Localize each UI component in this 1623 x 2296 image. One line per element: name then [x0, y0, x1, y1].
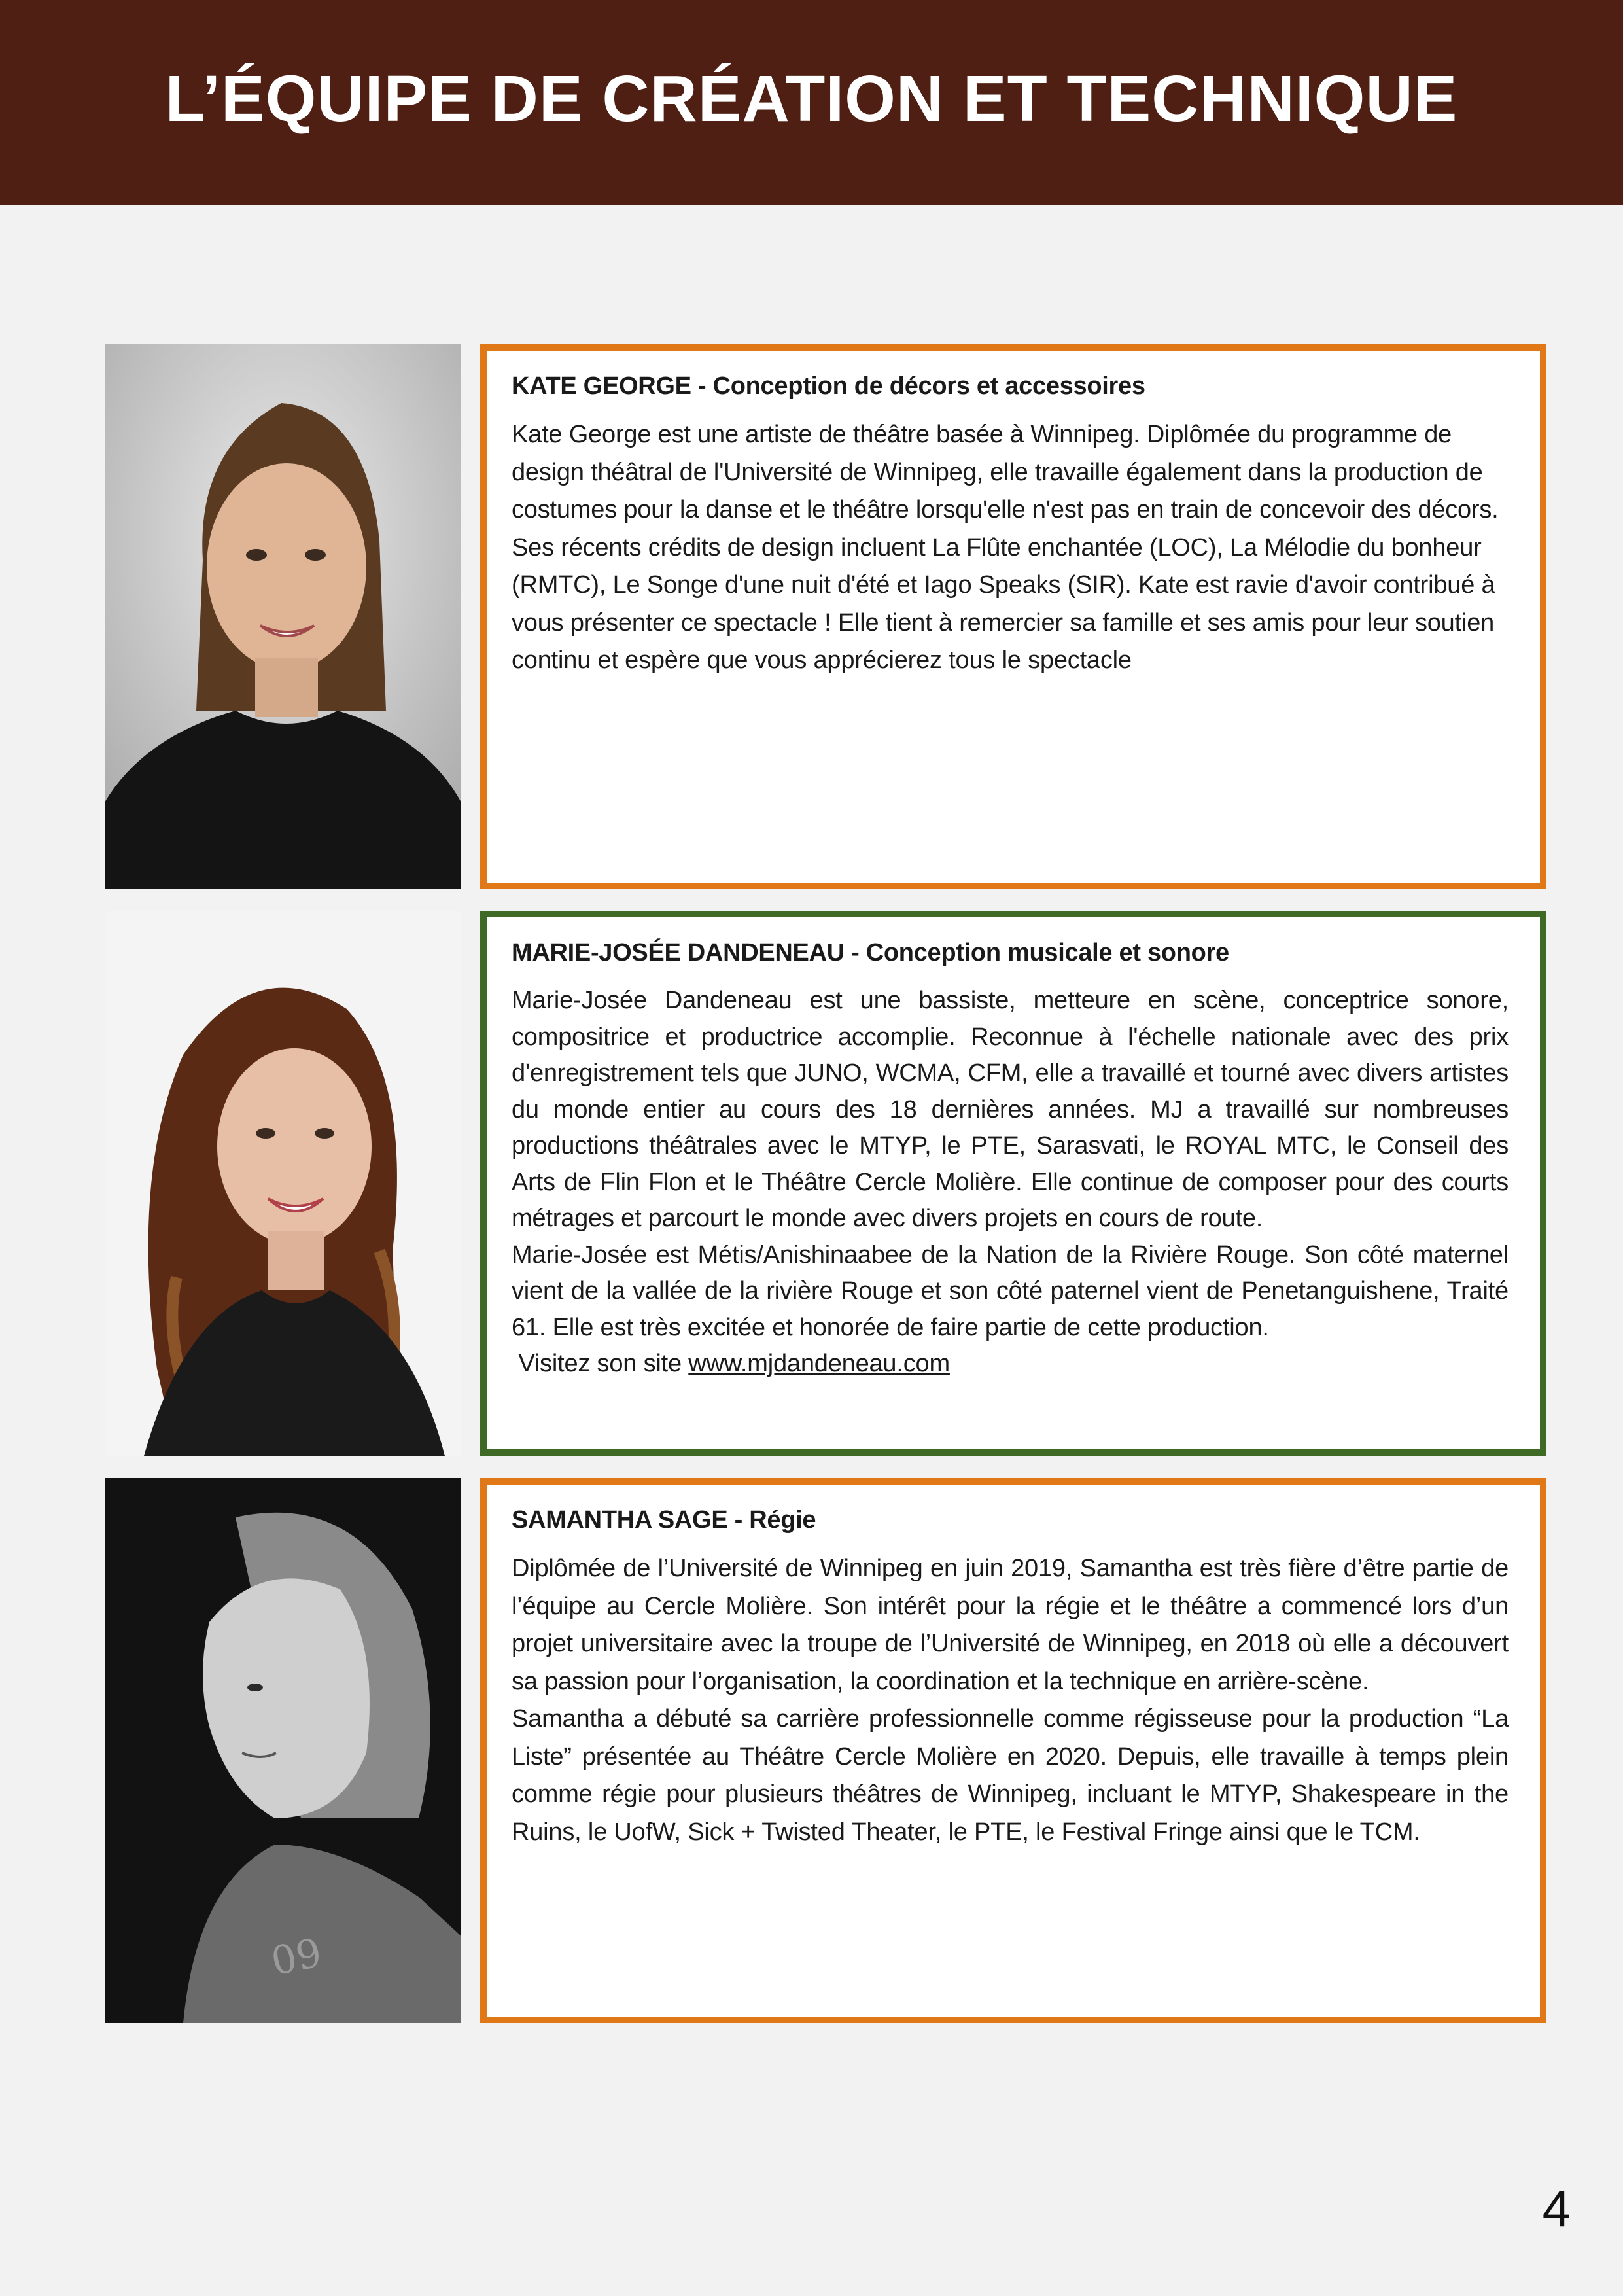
samantha-sage-photo	[105, 1478, 461, 2023]
member-bio-continued: Samantha a débuté sa carrière professionnelle comme régisseuse pour la production “La Liste” présentée au Théâtre Cercle Molière en 2020. Depuis, elle travaille à temps plein comme régie pour plusieurs théâtres de Winnipeg, incluant le MTYP, Shakespeare in the Ruins, le UofW, Sick + Twisted Theater, le PTE, le Festival Fringe ainsi que le TCM.	[512, 1705, 1509, 1846]
website-link[interactable]: www.mjdandeneau.com	[688, 1350, 950, 1377]
member-name: SAMANTHA SAGE	[512, 1506, 728, 1534]
member-heading: KATE GEORGE - Conception de décors et accessoires	[512, 372, 1145, 400]
visit-label: Visitez son site	[518, 1350, 682, 1377]
svg-text:09: 09	[267, 1930, 326, 1985]
member-bio-continued: Marie-Josée est Métis/Anishinaabee de la Nation de la Rivière Rouge. Son côté maternel vient de la vallée de la rivière Rouge et son côté paternel vient de Penetanguishene, Traité 61. Elle est très excitée et honorée de faire partie de cette production.	[512, 1241, 1509, 1341]
member-role: Conception musicale et sonore	[865, 939, 1229, 966]
member-name: KATE GEORGE	[512, 372, 691, 400]
marie-josee-dandeneau-photo	[105, 911, 461, 1456]
member-heading: MARIE-JOSÉE DANDENEAU - Conception musicale et sonore	[512, 939, 1229, 966]
page-header	[0, 0, 1623, 205]
member-name: MARIE-JOSÉE DANDENEAU	[512, 939, 845, 966]
member-role: Régie	[749, 1506, 816, 1534]
kate-george-card	[480, 344, 1546, 889]
page-number: 4	[1542, 2180, 1571, 2237]
member-website-line	[512, 1346, 1509, 1383]
member-heading: SAMANTHA SAGE - Régie	[512, 1506, 816, 1534]
member-bio: Kate George est une artiste de théâtre basée à Winnipeg. Diplômée du programme de design théâtral de l'Université de Winnipeg, elle travaille également dans la production de costumes pour la danse et le théâtre lorsqu'elle n'est pas en train de concevoir des décors. Ses récents crédits de design incluent La Flûte enchantée (LOC), La Mélodie du bonheur (RMTC), Le Songe d'une nuit d'été et Iago Speaks (SIR). Kate est ravie d'avoir contribué à vous présenter ce spectacle ! Elle tient à remercier sa famille et ses amis pour leur soutien continu et espère que vous apprécierez tous le spectacle	[512, 421, 1499, 674]
marie-josee-dandeneau-card	[480, 911, 1546, 1456]
kate-george-photo	[105, 344, 461, 889]
page-title: L’ÉQUIPE DE CRÉATION ET TECHNIQUE	[165, 62, 1458, 135]
member-role: Conception de décors et accessoires	[712, 372, 1145, 400]
member-bio: Diplômée de l’Université de Winnipeg en juin 2019, Samantha est très fière d’être partie de l’équipe au Cercle Molière. Son intérêt pour la régie et le théâtre a commencé lors d’un projet universitaire avec la troupe de l’Université de Winnipeg, en 2018 où elle a découvert sa passion pour l’organisation, la coordination et la technique en arrière-scène.	[512, 1555, 1509, 1695]
member-bio: Marie-Josée Dandeneau est une bassiste, metteure en scène, conceptrice sonore, compositrice et productrice accomplie. Reconnue à l'échelle nationale avec des prix d'enregistrement tels que JUNO, WCMA, CFM, elle a travaillé et tourné avec divers artistes du monde entier au cours des 18 dernières années. MJ a travaillé sur nombreuses productions théâtrales avec le MTYP, le PTE, Sarasvati, le ROYAL MTC, le Conseil des Arts de Flin Flon et le Théâtre Cercle Molière. Elle continue de composer pour des courts métrages et parcourt le monde avec divers projets en cours de route.	[512, 987, 1509, 1232]
samantha-sage-card	[480, 1478, 1546, 2023]
